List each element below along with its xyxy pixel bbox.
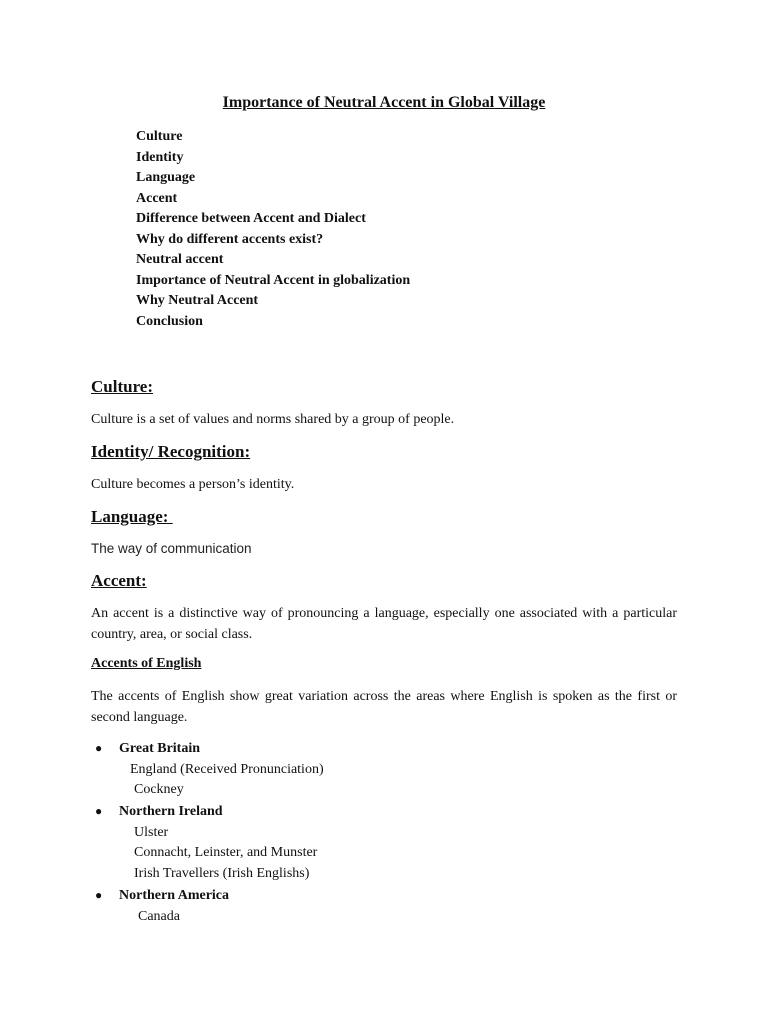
region-sub-item: Connacht, Leinster, and Munster (134, 845, 318, 860)
bullet-icon: ● (95, 888, 103, 902)
region-northern-ireland (95, 801, 495, 822)
region-name: Northern America (119, 888, 230, 903)
toc-item: Difference between Accent and Dialect (136, 211, 366, 226)
language-text: The way of communication (91, 541, 252, 556)
toc-item: Importance of Neutral Accent in globalization (136, 272, 411, 288)
accents-of-english-heading: Accents of English (91, 656, 202, 671)
list-item (95, 885, 495, 906)
toc-item: Neutral accent (136, 252, 224, 267)
region-sub-item: Cockney (134, 782, 184, 797)
toc-item: Why do different accents exist? (136, 231, 324, 247)
identity-text: Culture becomes a person’s identity. (91, 477, 295, 492)
region-sub-item: Irish Travellers (Irish Englishs) (134, 866, 310, 881)
region-name: Northern Ireland (119, 804, 223, 819)
region-sub-item: Canada (138, 909, 180, 924)
toc-item: Why Neutral Accent (136, 293, 259, 308)
toc-item: Identity (136, 149, 184, 165)
region-name: Great Britain (119, 741, 201, 756)
accent-heading: Accent: (91, 571, 147, 590)
culture-heading: Culture: (91, 377, 154, 396)
language-heading: Language: (91, 507, 173, 526)
list-item (95, 738, 495, 759)
region-northern-america (95, 885, 495, 906)
accent-text: An accent is a distinctive way of pronouncing a language, especially one associated with a particular country, area, or social class. (91, 606, 677, 642)
region-sub-item: England (Received Pronunciation) (130, 762, 324, 777)
bullet-icon: ● (95, 804, 103, 818)
bullet-icon: ● (95, 741, 103, 755)
region-great-britain (95, 738, 495, 759)
accents-of-english-text: The accents of English show great variation across the areas where English is spoken as the first or second language. (91, 689, 677, 725)
culture-text: Culture is a set of values and norms shared by a group of people. (91, 412, 455, 427)
region-sub-item: Ulster (134, 825, 169, 840)
toc-item: Conclusion (136, 313, 203, 329)
toc-item: Accent (136, 190, 178, 206)
toc-item: Language (136, 170, 196, 185)
identity-heading: Identity/ Recognition: (91, 442, 251, 461)
document-title: Importance of Neutral Accent in Global Village (222, 94, 546, 111)
list-item (95, 801, 495, 822)
table-of-contents (136, 127, 410, 332)
toc-item: Culture (136, 129, 183, 144)
